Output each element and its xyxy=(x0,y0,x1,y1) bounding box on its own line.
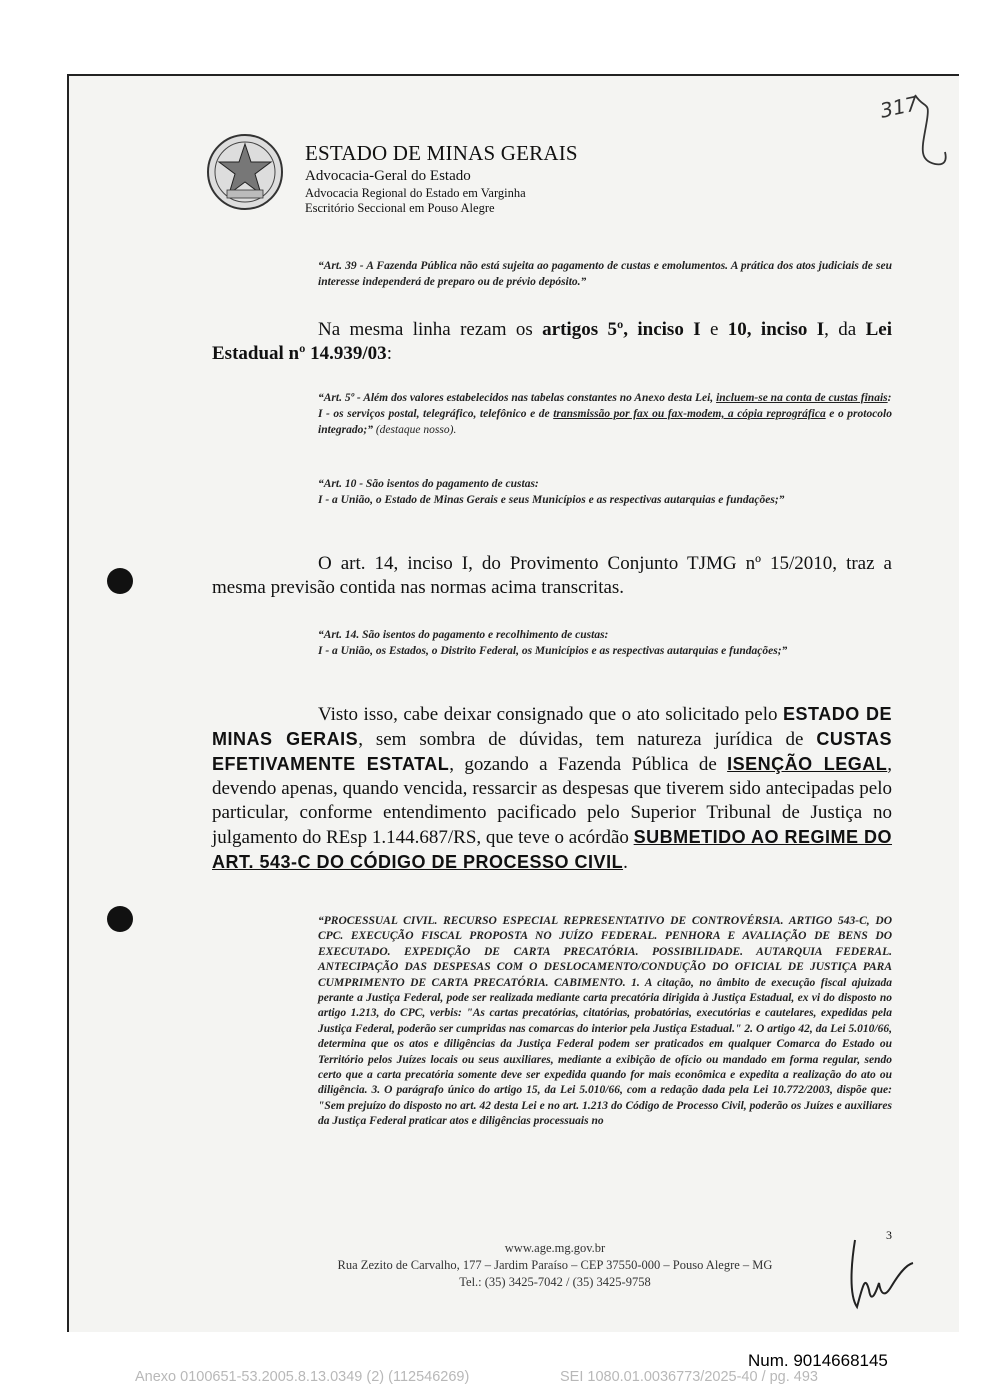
q2-text: : xyxy=(887,392,892,404)
footer-phone: Tel.: (35) 3425-7042 / (35) 3425-9758 xyxy=(459,1275,651,1289)
quote-stj xyxy=(318,914,892,1130)
p1-law: Lei Estadual nº 14.939/03 xyxy=(212,319,892,364)
paragraph-3 xyxy=(212,702,892,875)
page-number: 3 xyxy=(886,1228,892,1242)
p2-text: O art. 14, inciso I, do Provimento Conjunto TJMG nº 15/2010, traz a mesma previsão contida nas normas acima transcritas. xyxy=(212,553,892,598)
q3-line1: “Art. 10 - São isentos do pagamento de custas: xyxy=(318,478,539,490)
quote-stj-text: “PROCESSUAL CIVIL. RECURSO ESPECIAL REPRESENTATIVO DE CONTROVÉRSIA. ARTIGO 543-C, DO CPC. EXECUÇÃO FISCAL PROPOSTA NO JUÍZO FEDERAL. PENHORA E AVALIAÇÃO DE BENS DO EXECUTADO. EXPEDIÇÃO DE CARTA PRECATÓRIA. POSSIBILIDADE. AUTARQUIA FEDERAL. ANTECIPAÇÃO DAS DESPESAS COM O DESLOCAMENTO/CONDUÇÃO DO OFICIAL DE JUSTIÇA PARA CUMPRIMENTO DE CARTA PRECATÓRIA. CABIMENTO. 1. A citação, no âmbito de execução fiscal ajuizada perante a Justiça Federal, pode ser realizada mediante carta precatória dirigida à Justiça Estadual, ex vi do disposto no artigo 1.213, do CPC, verbis: "As cartas precatórias, citatórias, probatórias, executórias e cautelares, expedidas pela Justiça Federal, poderão ser cumpridas nas comarcas do interior pela Justiça Estadual." 2. O artigo 42, da Lei 5.010/66, determina que os atos e diligências da Justiça Federal podem ser praticados em qualquer Comarca do Estado ou Território pelos Juízes locais ou seus auxiliares, mediante a exibição de ofício ou mandado em forma regular, sendo certo que a carta precatória somente deve ser expedida quando for mais econômica e expedita a realização do ato ou diligência. 3. O parágrafo único do artigo 15, da Lei 5.010/66, com a redação dada pela Lei 10.772/2003, dispõe que: "Sem prejuízo do disposto no art. 42 desta Lei e no art. 1.213 do Código de Processo Civil, poderão os Juízes e auxiliares da Justiça Federal praticar atos e diligências processuais no xyxy=(318,915,892,1128)
q2-underlined: transmissão por fax ou fax-modem, a cópia reprográfica xyxy=(553,408,826,420)
q2-underlined: incluem-se na conta de custas finais xyxy=(716,392,888,404)
p1-text: Na mesma linha rezam os xyxy=(318,319,543,340)
quote-art-39-text: “Art. 39 - A Fazenda Pública não está sujeita ao pagamento de custas e emolumentos. A prática dos atos judiciais de seu interesse independerá de preparo ou de prévio depósito.” xyxy=(318,260,892,288)
handwritten-page-mark: 317 xyxy=(877,91,921,123)
regional-office: Advocacia Regional do Estado em Varginha xyxy=(305,186,526,200)
q2-note: (destaque nosso). xyxy=(372,424,457,436)
punch-hole xyxy=(107,906,133,932)
p3-isencao: ISENÇÃO LEGAL xyxy=(727,754,888,774)
p1-art5: artigos 5º, inciso I xyxy=(542,319,701,340)
p1-text: e xyxy=(700,319,728,340)
p3-text: Visto isso, cabe deixar consignado que o ato solicitado pelo xyxy=(318,704,784,725)
coat-of-arms-icon xyxy=(205,132,285,212)
quote-art-5 xyxy=(318,390,892,438)
q2-text: “Art. 5º - Além dos valores estabelecidos nas tabelas constantes no Anexo desta Lei, xyxy=(318,392,717,404)
agency-name: Advocacia-Geral do Estado xyxy=(305,168,471,184)
annex-reference: Anexo 0100651-53.2005.8.13.0349 (2) (112546269) xyxy=(135,1369,470,1385)
letterhead xyxy=(305,141,578,216)
paragraph-1 xyxy=(212,318,892,366)
q2-text: I - os serviços postal, telegráfico, telefônico e de xyxy=(318,408,554,420)
q4-line1: “Art. 14. São isentos do pagamento e recolhimento de custas: xyxy=(318,629,609,641)
footer-site: www.age.mg.gov.br xyxy=(504,1241,606,1255)
q2-text: e o protocolo integrado;” xyxy=(318,408,893,436)
footer-address: Rua Zezito de Carvalho, 177 – Jardim Paraíso – CEP 37550-000 – Pouso Alegre – MG xyxy=(337,1258,773,1272)
p1-text: : xyxy=(386,343,392,364)
punch-hole xyxy=(107,568,133,594)
p3-text: , sem sombra de dúvidas, tem natureza jurídica de xyxy=(358,729,817,750)
handwritten-signature xyxy=(845,1235,945,1315)
q3-line2: I - a União, o Estado de Minas Gerais e seus Municípios e as respectivas autarquias e fundações;” xyxy=(318,494,785,506)
q4-line2: I - a União, os Estados, o Distrito Federal, os Municípios e as respectivas autarquias e fundações;” xyxy=(318,645,788,657)
p3-text: , devendo apenas, quando vencida, ressarcir as despesas que tiverem sido antecipadas pelo particular, conforme entendimento pacificado pelo Superior Tribunal de Justiça no julgamento do REsp 1.144.687/RS, que teve o acórdão xyxy=(212,754,892,848)
p3-custas: CUSTAS EFETIVAMENTE ESTATAL xyxy=(212,729,892,774)
paragraph-2 xyxy=(212,552,892,600)
sectional-office: Escritório Seccional em Pouso Alegre xyxy=(305,201,495,215)
handwritten-initial xyxy=(905,90,955,170)
p3-state: ESTADO DE MINAS GERAIS xyxy=(212,704,892,749)
p1-text: , da xyxy=(824,319,866,340)
quote-art-14 xyxy=(318,627,892,659)
quote-art-39 xyxy=(318,258,892,290)
document-number: Num. 9014668145 xyxy=(748,1351,888,1370)
sei-reference: SEI 1080.01.0036773/2025-40 / pg. 493 xyxy=(560,1369,818,1385)
state-name: ESTADO DE MINAS GERAIS xyxy=(305,141,578,165)
footer xyxy=(260,1240,850,1291)
p3-text: , gozando a Fazenda Pública de xyxy=(449,754,728,775)
p1-art10: 10, inciso I xyxy=(727,319,825,340)
p3-text: . xyxy=(623,852,628,873)
quote-art-10 xyxy=(318,476,892,508)
p3-regime: SUBMETIDO AO REGIME DO ART. 543-C DO CÓDIGO DE PROCESSO CIVIL xyxy=(212,827,892,872)
